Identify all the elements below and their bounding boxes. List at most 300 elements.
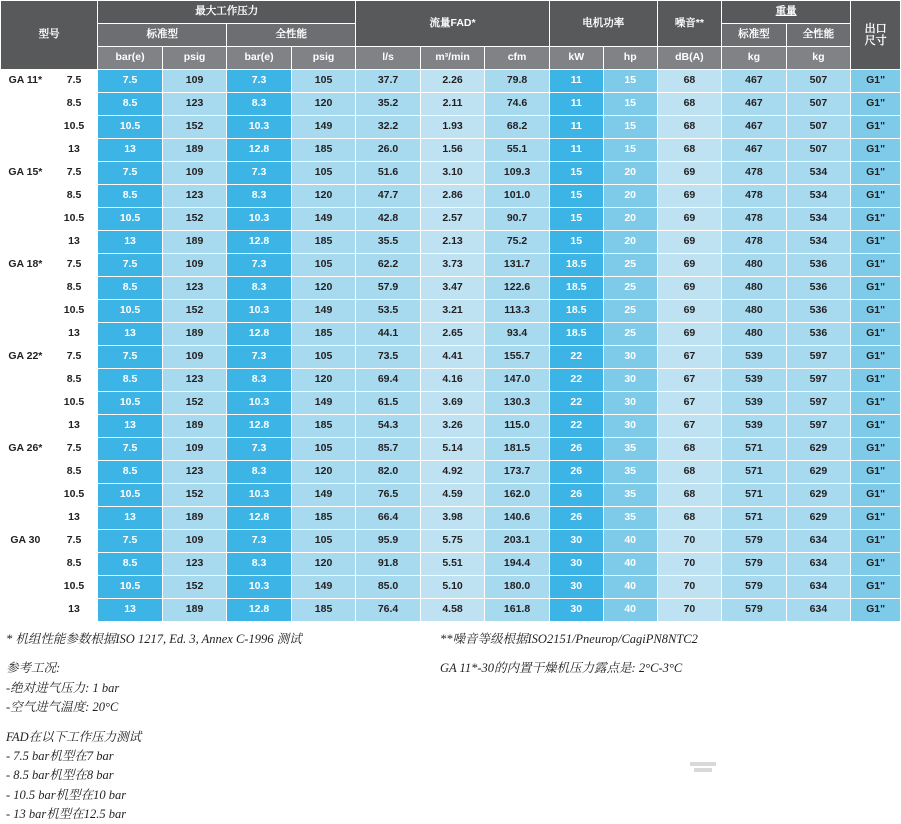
cell-cfm: 122.6 bbox=[485, 277, 550, 300]
cell-kg_std: 571 bbox=[722, 438, 787, 461]
unit-psig-full: psig bbox=[291, 47, 356, 70]
cell-bar_full: 8.3 bbox=[227, 461, 292, 484]
cell-bar_full: 10.3 bbox=[227, 392, 292, 415]
cell-outlet: G1" bbox=[851, 185, 901, 208]
cell-pressure: 13 bbox=[50, 415, 98, 438]
cell-cfm: 180.0 bbox=[485, 576, 550, 599]
cell-model: GA 18* bbox=[1, 254, 51, 277]
cell-cfm: 181.5 bbox=[485, 438, 550, 461]
table-row bbox=[1, 392, 901, 415]
cell-model bbox=[1, 93, 51, 116]
cell-model bbox=[1, 139, 51, 162]
cell-kw: 15 bbox=[549, 208, 603, 231]
cell-model: GA 15* bbox=[1, 162, 51, 185]
cell-psig_std: 152 bbox=[162, 116, 227, 139]
cell-bar_std: 8.5 bbox=[98, 461, 163, 484]
cell-psig_std: 189 bbox=[162, 415, 227, 438]
cell-model bbox=[1, 599, 51, 622]
cell-outlet: G1" bbox=[851, 484, 901, 507]
cell-kw: 22 bbox=[549, 415, 603, 438]
unit-kg-standard: kg bbox=[722, 47, 787, 70]
footnote-dryer-dewpoint: GA 11*-30的内置干燥机压力露点是: 2°C-3°C bbox=[440, 661, 683, 676]
cell-cfm: 101.0 bbox=[485, 185, 550, 208]
cell-hp: 25 bbox=[603, 254, 657, 277]
reference-inlet-temperature: -空气进气温度: 20°C bbox=[6, 700, 119, 715]
reference-inlet-pressure: -绝对进气压力: 1 bar bbox=[6, 680, 120, 695]
cell-model bbox=[1, 461, 51, 484]
cell-psig_full: 149 bbox=[291, 300, 356, 323]
cell-psig_full: 185 bbox=[291, 231, 356, 254]
cell-kg_std: 467 bbox=[722, 116, 787, 139]
cell-m3min: 2.86 bbox=[420, 185, 485, 208]
cell-psig_std: 109 bbox=[162, 530, 227, 553]
cell-m3min: 3.10 bbox=[420, 162, 485, 185]
table-row bbox=[1, 438, 901, 461]
header-weight: 重量 bbox=[722, 1, 851, 24]
cell-outlet: G1" bbox=[851, 277, 901, 300]
table-row bbox=[1, 507, 901, 530]
cell-bar_full: 10.3 bbox=[227, 208, 292, 231]
cell-kg_std: 571 bbox=[722, 507, 787, 530]
fad-condition-8bar: - 8.5 bar机型在8 bar bbox=[6, 768, 114, 783]
header-row-1 bbox=[1, 1, 901, 24]
cell-outlet: G1" bbox=[851, 116, 901, 139]
cell-cfm: 93.4 bbox=[485, 323, 550, 346]
cell-kg_full: 536 bbox=[786, 277, 851, 300]
cell-pressure: 8.5 bbox=[50, 553, 98, 576]
cell-cfm: 162.0 bbox=[485, 484, 550, 507]
cell-m3min: 3.98 bbox=[420, 507, 485, 530]
footnote-performance: * 机组性能参数根据ISO 1217, Ed. 3, Annex C-1996 测试 bbox=[6, 632, 302, 646]
cell-pressure: 13 bbox=[50, 139, 98, 162]
cell-psig_std: 152 bbox=[162, 484, 227, 507]
cell-psig_full: 185 bbox=[291, 599, 356, 622]
cell-bar_std: 13 bbox=[98, 323, 163, 346]
table-row bbox=[1, 369, 901, 392]
cell-bar_std: 10.5 bbox=[98, 392, 163, 415]
cell-outlet: G1" bbox=[851, 576, 901, 599]
cell-psig_std: 123 bbox=[162, 553, 227, 576]
cell-m3min: 2.13 bbox=[420, 231, 485, 254]
cell-ls: 95.9 bbox=[356, 530, 421, 553]
cell-cfm: 75.2 bbox=[485, 231, 550, 254]
cell-bar_std: 8.5 bbox=[98, 369, 163, 392]
cell-hp: 40 bbox=[603, 553, 657, 576]
cell-model bbox=[1, 415, 51, 438]
cell-m3min: 3.69 bbox=[420, 392, 485, 415]
cell-kw: 15 bbox=[549, 231, 603, 254]
cell-dba: 70 bbox=[657, 576, 722, 599]
cell-ls: 61.5 bbox=[356, 392, 421, 415]
cell-bar_std: 8.5 bbox=[98, 93, 163, 116]
cell-model bbox=[1, 507, 51, 530]
table-row bbox=[1, 346, 901, 369]
unit-bar-standard: bar(e) bbox=[98, 47, 163, 70]
cell-psig_full: 185 bbox=[291, 323, 356, 346]
cell-ls: 26.0 bbox=[356, 139, 421, 162]
table-row bbox=[1, 277, 901, 300]
fad-condition-7bar: - 7.5 bar机型在7 bar bbox=[6, 748, 114, 763]
cell-psig_full: 185 bbox=[291, 415, 356, 438]
cell-m3min: 4.59 bbox=[420, 484, 485, 507]
cell-psig_std: 189 bbox=[162, 599, 227, 622]
cell-ls: 47.7 bbox=[356, 185, 421, 208]
cell-outlet: G1" bbox=[851, 231, 901, 254]
cell-dba: 67 bbox=[657, 346, 722, 369]
cell-cfm: 194.4 bbox=[485, 553, 550, 576]
cell-ls: 91.8 bbox=[356, 553, 421, 576]
cell-cfm: 109.3 bbox=[485, 162, 550, 185]
cell-psig_full: 149 bbox=[291, 576, 356, 599]
cell-kw: 11 bbox=[549, 116, 603, 139]
cell-model bbox=[1, 323, 51, 346]
cell-psig_full: 120 bbox=[291, 369, 356, 392]
cell-pressure: 10.5 bbox=[50, 116, 98, 139]
cell-ls: 62.2 bbox=[356, 254, 421, 277]
cell-psig_std: 152 bbox=[162, 576, 227, 599]
table-row bbox=[1, 162, 901, 185]
cell-kg_std: 571 bbox=[722, 461, 787, 484]
cell-kg_full: 597 bbox=[786, 346, 851, 369]
cell-bar_full: 7.3 bbox=[227, 346, 292, 369]
cell-dba: 70 bbox=[657, 599, 722, 622]
cell-bar_full: 7.3 bbox=[227, 438, 292, 461]
unit-psig-standard: psig bbox=[162, 47, 227, 70]
cell-kw: 18.5 bbox=[549, 323, 603, 346]
header-max-pressure-full: 全性能 bbox=[227, 24, 356, 47]
cell-psig_std: 109 bbox=[162, 162, 227, 185]
header-row-units bbox=[1, 47, 901, 70]
cell-outlet: G1" bbox=[851, 392, 901, 415]
cell-outlet: G1" bbox=[851, 70, 901, 93]
cell-kg_full: 629 bbox=[786, 438, 851, 461]
cell-pressure: 7.5 bbox=[50, 162, 98, 185]
cell-kw: 30 bbox=[549, 576, 603, 599]
fad-conditions-title: FAD在以下工作压力测试 bbox=[6, 729, 142, 744]
cell-bar_full: 8.3 bbox=[227, 185, 292, 208]
cell-dba: 69 bbox=[657, 231, 722, 254]
cell-kw: 26 bbox=[549, 461, 603, 484]
table-row bbox=[1, 93, 901, 116]
table-row bbox=[1, 300, 901, 323]
cell-pressure: 7.5 bbox=[50, 530, 98, 553]
cell-pressure: 13 bbox=[50, 599, 98, 622]
cell-kg_full: 507 bbox=[786, 139, 851, 162]
cell-ls: 35.2 bbox=[356, 93, 421, 116]
cell-outlet: G1" bbox=[851, 461, 901, 484]
cell-m3min: 5.51 bbox=[420, 553, 485, 576]
cell-bar_full: 12.8 bbox=[227, 231, 292, 254]
cell-m3min: 3.73 bbox=[420, 254, 485, 277]
cell-psig_std: 189 bbox=[162, 231, 227, 254]
cell-model: GA 11* bbox=[1, 70, 51, 93]
table-row bbox=[1, 576, 901, 599]
cell-bar_std: 7.5 bbox=[98, 346, 163, 369]
table-row bbox=[1, 139, 901, 162]
unit-dba: dB(A) bbox=[657, 47, 722, 70]
cell-m3min: 2.11 bbox=[420, 93, 485, 116]
cell-dba: 69 bbox=[657, 208, 722, 231]
cell-bar_full: 7.3 bbox=[227, 70, 292, 93]
cell-pressure: 10.5 bbox=[50, 208, 98, 231]
cell-psig_std: 123 bbox=[162, 93, 227, 116]
cell-kg_std: 579 bbox=[722, 530, 787, 553]
cell-model bbox=[1, 185, 51, 208]
cell-dba: 68 bbox=[657, 139, 722, 162]
cell-model bbox=[1, 208, 51, 231]
cell-dba: 67 bbox=[657, 369, 722, 392]
cell-outlet: G1" bbox=[851, 323, 901, 346]
cell-bar_std: 13 bbox=[98, 231, 163, 254]
cell-bar_full: 7.3 bbox=[227, 530, 292, 553]
cell-ls: 37.7 bbox=[356, 70, 421, 93]
table-row bbox=[1, 185, 901, 208]
cell-hp: 20 bbox=[603, 185, 657, 208]
cell-cfm: 131.7 bbox=[485, 254, 550, 277]
cell-kg_std: 467 bbox=[722, 70, 787, 93]
footnote-row-1 bbox=[0, 630, 901, 649]
cell-hp: 20 bbox=[603, 208, 657, 231]
cell-model bbox=[1, 369, 51, 392]
cell-ls: 57.9 bbox=[356, 277, 421, 300]
cell-kg_std: 467 bbox=[722, 139, 787, 162]
cell-pressure: 10.5 bbox=[50, 300, 98, 323]
cell-outlet: G1" bbox=[851, 139, 901, 162]
cell-dba: 67 bbox=[657, 415, 722, 438]
cell-psig_std: 189 bbox=[162, 507, 227, 530]
cell-m3min: 3.21 bbox=[420, 300, 485, 323]
cell-bar_std: 10.5 bbox=[98, 300, 163, 323]
cell-kw: 30 bbox=[549, 553, 603, 576]
header-flow: 流量FAD* bbox=[356, 1, 550, 47]
cell-kg_std: 539 bbox=[722, 415, 787, 438]
cell-dba: 70 bbox=[657, 530, 722, 553]
cell-pressure: 10.5 bbox=[50, 576, 98, 599]
cell-kw: 18.5 bbox=[549, 254, 603, 277]
cell-ls: 85.0 bbox=[356, 576, 421, 599]
cell-kw: 22 bbox=[549, 346, 603, 369]
cell-kg_std: 480 bbox=[722, 323, 787, 346]
cell-hp: 30 bbox=[603, 369, 657, 392]
cell-model bbox=[1, 277, 51, 300]
cell-kw: 22 bbox=[549, 392, 603, 415]
cell-kw: 15 bbox=[549, 185, 603, 208]
cell-hp: 20 bbox=[603, 162, 657, 185]
table-row bbox=[1, 553, 901, 576]
cell-cfm: 55.1 bbox=[485, 139, 550, 162]
cell-pressure: 13 bbox=[50, 323, 98, 346]
cell-bar_std: 8.5 bbox=[98, 553, 163, 576]
cell-m3min: 3.26 bbox=[420, 415, 485, 438]
cell-model bbox=[1, 231, 51, 254]
cell-hp: 20 bbox=[603, 231, 657, 254]
cell-psig_std: 123 bbox=[162, 185, 227, 208]
header-weight-full: 全性能 bbox=[786, 24, 851, 47]
fad-condition-12-5bar: - 13 bar机型在12.5 bar bbox=[6, 807, 127, 821]
cell-bar_full: 8.3 bbox=[227, 553, 292, 576]
cell-ls: 53.5 bbox=[356, 300, 421, 323]
cell-psig_full: 105 bbox=[291, 70, 356, 93]
cell-hp: 25 bbox=[603, 277, 657, 300]
cell-cfm: 147.0 bbox=[485, 369, 550, 392]
cell-bar_std: 13 bbox=[98, 139, 163, 162]
cell-m3min: 4.58 bbox=[420, 599, 485, 622]
cell-model: GA 22* bbox=[1, 346, 51, 369]
cell-model: GA 26* bbox=[1, 438, 51, 461]
cell-outlet: G1" bbox=[851, 254, 901, 277]
cell-kg_full: 634 bbox=[786, 599, 851, 622]
unit-litre-per-second: l/s bbox=[356, 47, 421, 70]
cell-pressure: 7.5 bbox=[50, 346, 98, 369]
cell-model bbox=[1, 553, 51, 576]
cell-kw: 30 bbox=[549, 530, 603, 553]
unit-bar-full: bar(e) bbox=[227, 47, 292, 70]
cell-kw: 15 bbox=[549, 162, 603, 185]
cell-bar_full: 8.3 bbox=[227, 277, 292, 300]
cell-bar_full: 8.3 bbox=[227, 93, 292, 116]
cell-bar_full: 12.8 bbox=[227, 599, 292, 622]
table-row bbox=[1, 484, 901, 507]
cell-kw: 11 bbox=[549, 93, 603, 116]
cell-hp: 15 bbox=[603, 70, 657, 93]
cell-hp: 30 bbox=[603, 415, 657, 438]
cell-psig_full: 105 bbox=[291, 254, 356, 277]
table-row bbox=[1, 70, 901, 93]
cell-outlet: G1" bbox=[851, 93, 901, 116]
cell-hp: 35 bbox=[603, 438, 657, 461]
table-row bbox=[1, 208, 901, 231]
cell-model bbox=[1, 392, 51, 415]
cell-outlet: G1" bbox=[851, 369, 901, 392]
cell-kg_std: 579 bbox=[722, 576, 787, 599]
cell-cfm: 130.3 bbox=[485, 392, 550, 415]
cell-cfm: 173.7 bbox=[485, 461, 550, 484]
cell-dba: 69 bbox=[657, 277, 722, 300]
cell-hp: 25 bbox=[603, 300, 657, 323]
cell-psig_full: 120 bbox=[291, 185, 356, 208]
cell-bar_std: 7.5 bbox=[98, 162, 163, 185]
cell-kg_full: 597 bbox=[786, 369, 851, 392]
cell-m3min: 1.93 bbox=[420, 116, 485, 139]
table-row bbox=[1, 461, 901, 484]
cell-psig_std: 109 bbox=[162, 438, 227, 461]
cell-bar_std: 10.5 bbox=[98, 208, 163, 231]
cell-hp: 40 bbox=[603, 530, 657, 553]
cell-outlet: G1" bbox=[851, 553, 901, 576]
cell-kg_full: 536 bbox=[786, 323, 851, 346]
cell-ls: 32.2 bbox=[356, 116, 421, 139]
cell-psig_std: 189 bbox=[162, 323, 227, 346]
cell-psig_full: 149 bbox=[291, 208, 356, 231]
cell-cfm: 68.2 bbox=[485, 116, 550, 139]
unit-kg-full: kg bbox=[786, 47, 851, 70]
cell-bar_std: 13 bbox=[98, 415, 163, 438]
cell-pressure: 7.5 bbox=[50, 438, 98, 461]
cell-bar_full: 10.3 bbox=[227, 300, 292, 323]
cell-kw: 30 bbox=[549, 599, 603, 622]
cell-m3min: 5.14 bbox=[420, 438, 485, 461]
cell-pressure: 8.5 bbox=[50, 93, 98, 116]
header-max-pressure: 最大工作压力 bbox=[98, 1, 356, 24]
cell-bar_full: 8.3 bbox=[227, 369, 292, 392]
header-weight-standard: 标准型 bbox=[722, 24, 787, 47]
footnote-noise: **噪音等级根据ISO2151/Pneurop/CagiPN8NTC2 bbox=[440, 632, 698, 646]
cell-kg_std: 480 bbox=[722, 254, 787, 277]
cell-bar_full: 10.3 bbox=[227, 576, 292, 599]
cell-kw: 26 bbox=[549, 484, 603, 507]
header-model: 型号 bbox=[1, 1, 98, 70]
cell-psig_std: 123 bbox=[162, 277, 227, 300]
cell-ls: 51.6 bbox=[356, 162, 421, 185]
cell-dba: 68 bbox=[657, 484, 722, 507]
cell-dba: 69 bbox=[657, 162, 722, 185]
cell-pressure: 13 bbox=[50, 507, 98, 530]
cell-psig_std: 152 bbox=[162, 300, 227, 323]
unit-kw: kW bbox=[549, 47, 603, 70]
header-noise: 噪音** bbox=[657, 1, 722, 47]
cell-kg_full: 534 bbox=[786, 185, 851, 208]
cell-psig_std: 189 bbox=[162, 139, 227, 162]
cell-kg_full: 597 bbox=[786, 392, 851, 415]
cell-cfm: 115.0 bbox=[485, 415, 550, 438]
cell-ls: 69.4 bbox=[356, 369, 421, 392]
cell-bar_full: 12.8 bbox=[227, 139, 292, 162]
cell-ls: 35.5 bbox=[356, 231, 421, 254]
cell-hp: 35 bbox=[603, 484, 657, 507]
cell-kg_full: 534 bbox=[786, 208, 851, 231]
cell-hp: 25 bbox=[603, 323, 657, 346]
cell-bar_full: 7.3 bbox=[227, 254, 292, 277]
cell-ls: 76.4 bbox=[356, 599, 421, 622]
footnote-row-2 bbox=[0, 659, 901, 678]
cell-hp: 30 bbox=[603, 392, 657, 415]
cell-dba: 69 bbox=[657, 300, 722, 323]
cell-psig_std: 109 bbox=[162, 70, 227, 93]
cell-m3min: 2.65 bbox=[420, 323, 485, 346]
cell-ls: 54.3 bbox=[356, 415, 421, 438]
table-row bbox=[1, 415, 901, 438]
cell-kg_full: 629 bbox=[786, 484, 851, 507]
cell-outlet: G1" bbox=[851, 507, 901, 530]
cell-psig_std: 152 bbox=[162, 208, 227, 231]
cell-hp: 40 bbox=[603, 576, 657, 599]
cell-hp: 15 bbox=[603, 93, 657, 116]
cell-psig_full: 120 bbox=[291, 461, 356, 484]
reference-conditions-title: 参考工况: bbox=[6, 661, 61, 676]
cell-pressure: 10.5 bbox=[50, 484, 98, 507]
cell-dba: 68 bbox=[657, 70, 722, 93]
cell-kg_std: 480 bbox=[722, 300, 787, 323]
cell-kg_full: 629 bbox=[786, 507, 851, 530]
cell-dba: 69 bbox=[657, 185, 722, 208]
table-body bbox=[1, 70, 901, 622]
cell-ls: 73.5 bbox=[356, 346, 421, 369]
cell-psig_full: 105 bbox=[291, 530, 356, 553]
cell-pressure: 8.5 bbox=[50, 369, 98, 392]
cell-bar_std: 7.5 bbox=[98, 530, 163, 553]
cell-pressure: 8.5 bbox=[50, 461, 98, 484]
cell-hp: 35 bbox=[603, 461, 657, 484]
cell-m3min: 3.47 bbox=[420, 277, 485, 300]
cell-bar_std: 7.5 bbox=[98, 70, 163, 93]
cell-m3min: 1.56 bbox=[420, 139, 485, 162]
cell-outlet: G1" bbox=[851, 208, 901, 231]
cell-bar_full: 12.8 bbox=[227, 507, 292, 530]
cell-bar_std: 8.5 bbox=[98, 277, 163, 300]
cell-kg_std: 478 bbox=[722, 185, 787, 208]
cell-bar_std: 13 bbox=[98, 507, 163, 530]
cell-bar_full: 12.8 bbox=[227, 323, 292, 346]
